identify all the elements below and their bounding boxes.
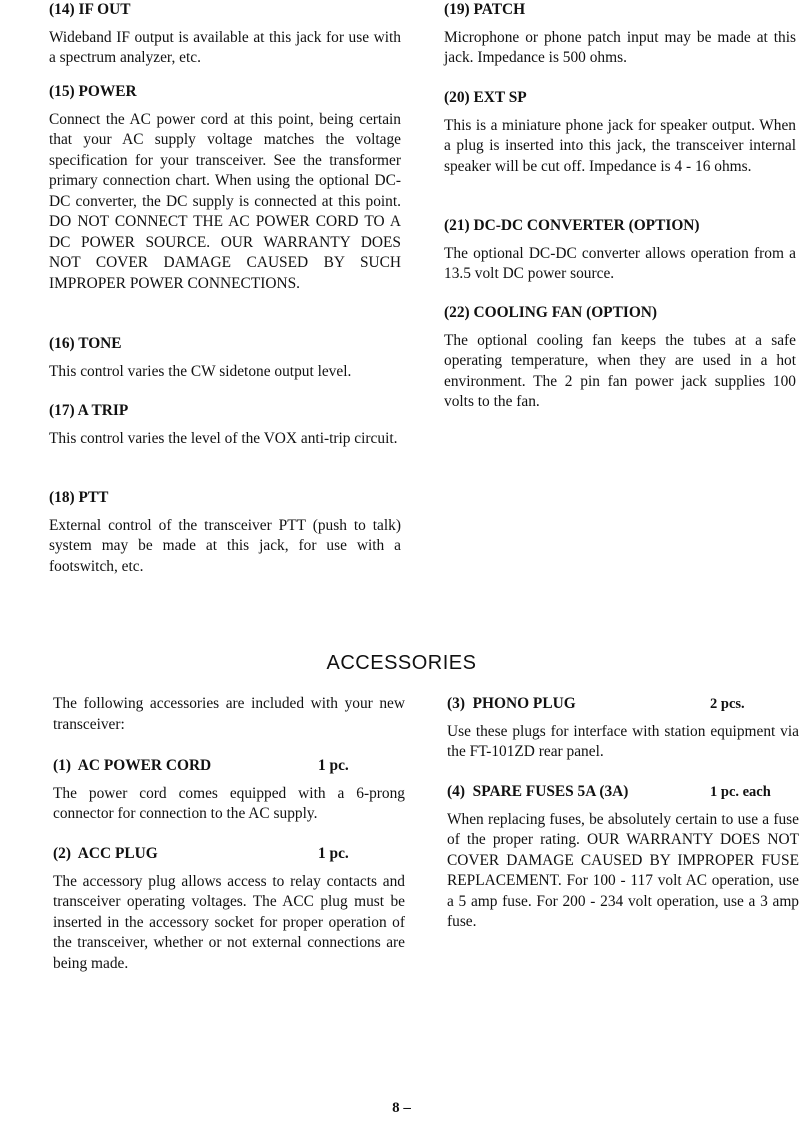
- section-body: Wideband IF output is available at this jack for use with a spectrum analyzer, etc.: [49, 28, 401, 66]
- accessory-qty: 1 pc.: [318, 845, 349, 862]
- accessory-heading: [447, 694, 799, 715]
- section-cooling-fan: [444, 303, 796, 413]
- accessory-ac-power-cord: [53, 756, 405, 825]
- section-body: External control of the transceiver PTT (push to talk) system may be made at this jack, for use with a footswitch, etc.: [49, 516, 401, 575]
- accessory-body: When replacing fuses, be absolutely certain to use a fuse of the proper rating. OUR WARRANTY DOES NOT COVER DAMAGE CAUSED BY IMPROPER FUSE REPLACEMENT. For 100 - 117 volt AC operation, use a 5 amp fuse. For 200 - 234 volt operation, use a 3 amp fuse.: [447, 810, 799, 930]
- section-heading: (19) PATCH: [444, 1, 526, 18]
- accessory-phono-plug: [447, 694, 799, 763]
- accessory-qty: 2 pcs.: [710, 696, 745, 712]
- accessory-body: The power cord comes equipped with a 6-prong connector for connection to the AC supply.: [53, 784, 405, 822]
- section-body: This control varies the level of the VOX anti-trip circuit.: [49, 429, 398, 447]
- section-body: The optional DC-DC converter allows operation from a 13.5 volt DC power source.: [444, 244, 796, 282]
- page-number: 8 –: [392, 1100, 411, 1116]
- section-patch: [444, 0, 796, 69]
- accessories-title: ACCESSORIES: [326, 652, 477, 674]
- intro-text: The following accessories are included with your new transceiver:: [53, 695, 405, 733]
- section-heading: (20) EXT SP: [444, 89, 527, 106]
- accessory-label: (1) AC POWER CORD: [53, 757, 212, 774]
- section-a-trip: [49, 401, 401, 449]
- accessory-label: (2) ACC PLUG: [53, 845, 158, 862]
- section-body: The optional cooling fan keeps the tubes at a safe operating temperature, when they are used in a hot environment. The 2 pin fan power jack supplies 100 volts to the fan.: [444, 331, 796, 410]
- accessory-body: Use these plugs for interface with station equipment via the FT-101ZD rear panel.: [447, 722, 799, 760]
- section-heading: (15) POWER: [49, 83, 137, 100]
- accessory-heading: [53, 756, 405, 777]
- accessory-label: (3) PHONO PLUG: [447, 695, 576, 712]
- accessory-qty: 1 pc. each: [710, 784, 771, 800]
- section-if-out: [49, 0, 401, 69]
- section-body: This control varies the CW sidetone output level.: [49, 362, 352, 380]
- accessory-heading: [447, 782, 799, 803]
- accessories-intro: [53, 694, 405, 735]
- section-ext-sp: [444, 88, 796, 177]
- section-dc-dc-converter: [444, 216, 796, 285]
- section-ptt: [49, 488, 401, 577]
- section-heading: (14) IF OUT: [49, 1, 131, 18]
- accessory-heading: [53, 844, 405, 865]
- section-heading: (21) DC-DC CONVERTER (OPTION): [444, 217, 700, 234]
- accessory-acc-plug: [53, 844, 405, 974]
- accessory-spare-fuses: [447, 782, 799, 933]
- section-heading: (18) PTT: [49, 489, 109, 506]
- section-power: [49, 82, 401, 294]
- section-body: This is a miniature phone jack for speaker output. When a plug is inserted into this jack, the transceiver internal speaker will be cut off. Impedance is 4 - 16 ohms.: [444, 116, 796, 175]
- accessory-qty: 1 pc.: [318, 757, 349, 774]
- section-heading: (22) COOLING FAN (OPTION): [444, 304, 658, 321]
- section-body: Connect the AC power cord at this point, being certain that your AC supply voltage matches the voltage specification for your transceiver. See the transformer primary connection chart. When using the optional DC-DC converter, the DC supply is connected at this point. DO NOT CONNECT THE AC POWER CORD TO A DC POWER SOURCE. OUR WARRANTY DOES NOT COVER DAMAGE CAUSED BY SUCH IMPROPER POWER CONNECTIONS.: [49, 110, 401, 292]
- section-body: Microphone or phone patch input may be made at this jack. Impedance is 500 ohms.: [444, 28, 796, 66]
- section-heading: (17) A TRIP: [49, 402, 129, 419]
- section-heading: (16) TONE: [49, 335, 122, 352]
- accessory-body: The accessory plug allows access to relay contacts and transceiver operating voltages. The ACC plug must be inserted in the accessory socket for proper operation of the transceiver, whether or not external connections are being made.: [53, 872, 405, 972]
- section-tone: [49, 334, 401, 382]
- accessory-label: (4) SPARE FUSES 5A (3A): [447, 783, 629, 800]
